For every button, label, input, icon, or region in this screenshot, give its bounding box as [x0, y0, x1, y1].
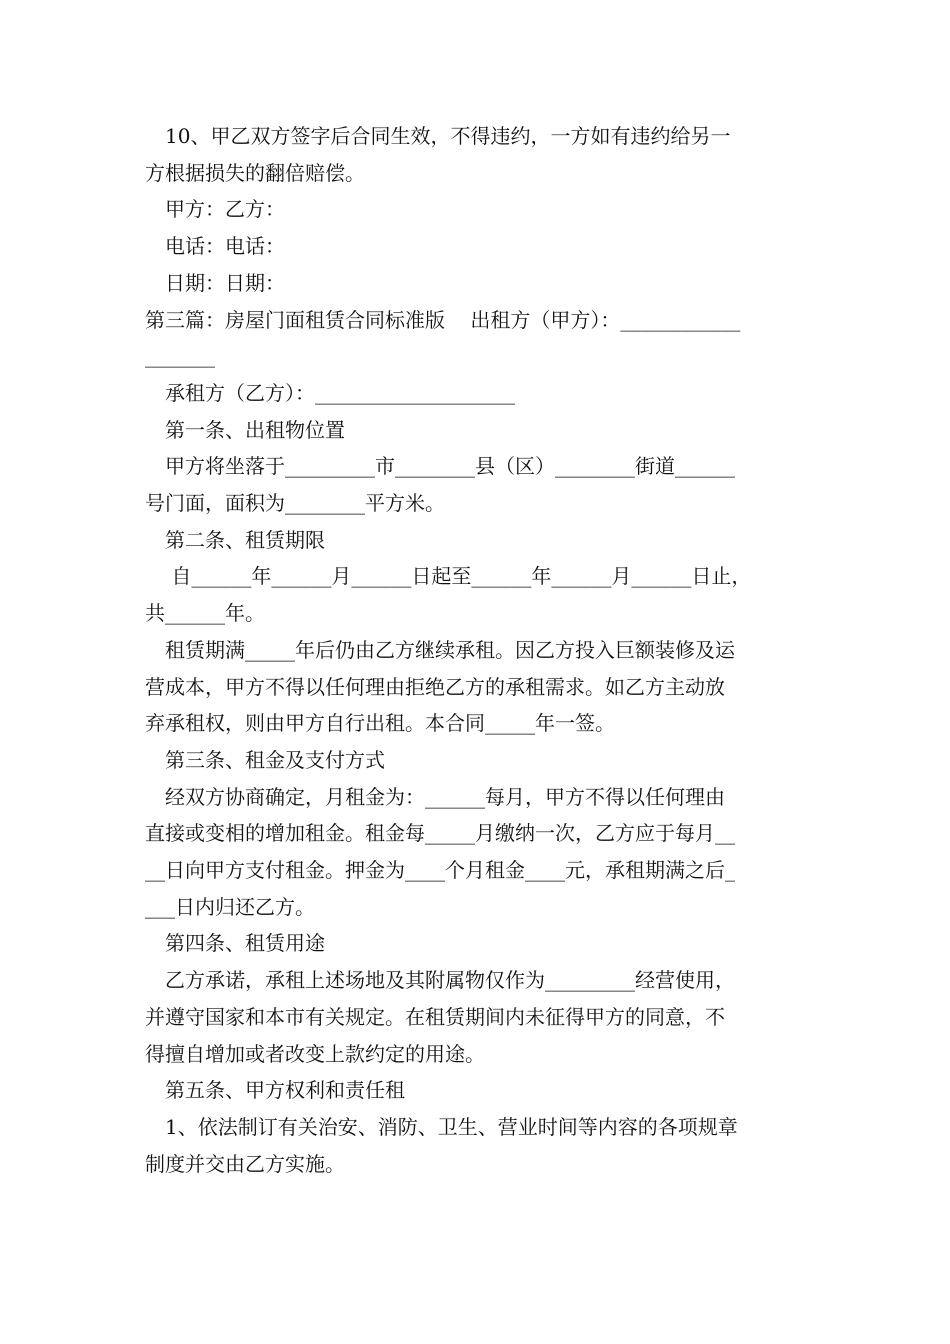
- text-line: 制度并交由乙方实施。: [145, 1151, 345, 1176]
- section-heading-line: 第三篇：房屋门面租赁合同标准版 出租方（甲方）：____________: [145, 307, 741, 332]
- text-line: 弃承租权，则由甲方自行出租。本合同_____年一签。: [145, 711, 615, 736]
- text-line: 自______年______月______日起至______年______月______日止，: [165, 564, 752, 589]
- article-heading: 第二条、租赁期限: [165, 527, 325, 552]
- text-line: 方根据损失的翻倍赔偿。: [145, 160, 365, 185]
- article-heading: 第一条、出租物位置: [165, 417, 345, 442]
- document-page: [145, 118, 810, 1182]
- text-line: __日向甲方支付租金。押金为____个月租金____元，承租期满之后_: [145, 858, 735, 883]
- text-line: 甲方将坐落于_________市________县（区）________街道______: [165, 454, 735, 479]
- text-line: ___日内归还乙方。: [145, 894, 315, 919]
- text-line: 号门面，面积为________平方米。: [145, 491, 445, 516]
- text-line: 经双方协商确定，月租金为：______每月，甲方不得以任何理由: [165, 784, 725, 809]
- text-line: 营成本，甲方不得以任何理由拒绝乙方的承租需求。如乙方主动放: [145, 674, 725, 699]
- text-line: 承租方（乙方）：____________________: [165, 380, 515, 405]
- article-heading: 第五条、甲方权利和责任租: [165, 1078, 405, 1103]
- text-line: 并遵守国家和本市有关规定。在租赁期间内未征得甲方的同意，不: [145, 1004, 725, 1029]
- text-line: 得擅自增加或者改变上款约定的用途。: [145, 1041, 485, 1066]
- text-line: 乙方承诺，承租上述场地及其附属物仅作为_________经营使用，: [165, 968, 735, 993]
- article-heading: 第三条、租金及支付方式: [165, 747, 385, 772]
- text-line: _______: [145, 344, 215, 369]
- text-line: 电话：电话：: [165, 234, 285, 259]
- text-line: 甲方：乙方：: [165, 197, 285, 222]
- text-line: 1、依法制订有关治安、消防、卫生、营业时间等内容的各项规章: [165, 1114, 738, 1139]
- text-line: 日期：日期：: [165, 270, 285, 295]
- text-line: 直接或变相的增加租金。租金每_____月缴纳一次，乙方应于每月__: [145, 821, 735, 846]
- text-line: 共______年。: [145, 601, 265, 626]
- article-heading: 第四条、租赁用途: [165, 931, 325, 956]
- text-line: 租赁期满_____年后仍由乙方继续承租。因乙方投入巨额装修及运: [165, 637, 735, 662]
- text-line: 10、甲乙双方签字后合同生效，不得违约，一方如有违约给另一: [165, 124, 731, 148]
